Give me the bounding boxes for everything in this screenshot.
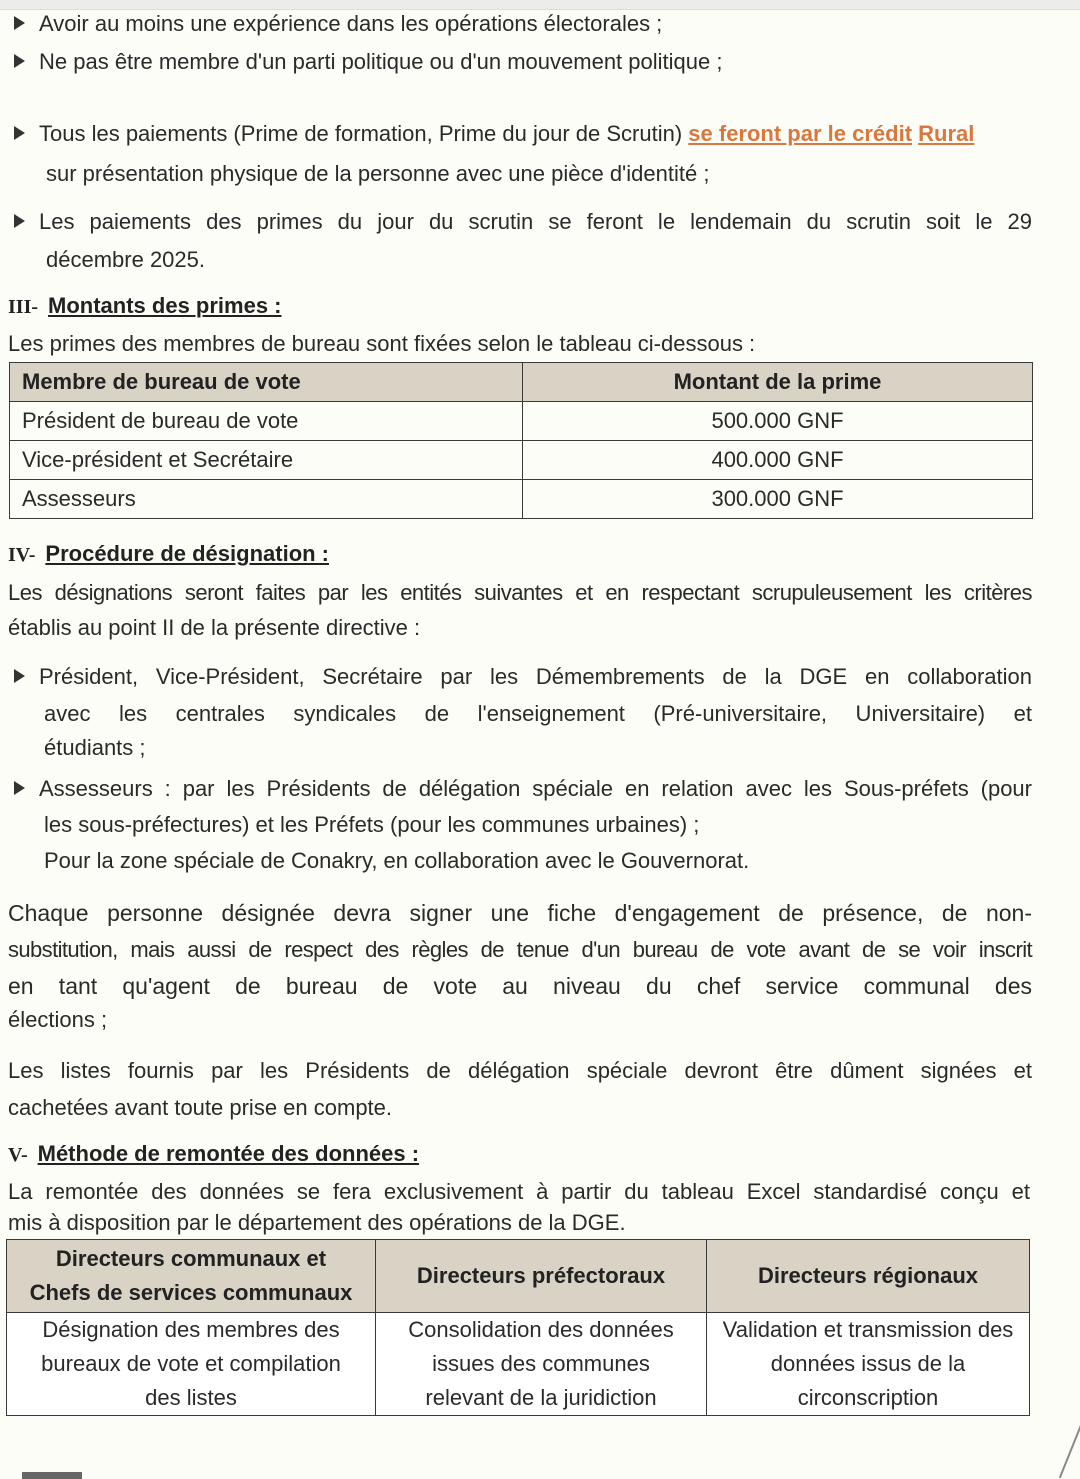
table-header-row [7,1240,1030,1313]
table-row: Assesseurs 300.000 GNF [10,480,1033,519]
bullet-no-party: Ne pas être membre d'un parti politique ou d'un mouvement politique ; [14,48,722,76]
section-5-heading: V- Méthode de remontée des données : [8,1141,420,1166]
bullet-presidents: Président, Vice-Président, Secrétaire par les Démembrements de la DGE en collaboration [14,663,1032,691]
bullet-presidents-line2: avec les centrales syndicales de l'enseignement (Pré-universitaire, Universitaire) et [44,701,1032,726]
arrow-bullet-icon [14,126,25,140]
bullet-experience: Avoir au moins une expérience dans les opérations électorales ; [14,10,662,38]
payment-date-line2: décembre 2025. [46,247,205,272]
header-prefectoraux: Directeurs préfectoraux [376,1240,707,1313]
table-row: Vice-président et Secrétaire 400.000 GNF [10,441,1033,480]
pen-mark [1059,1422,1080,1478]
footer-mark [22,1472,82,1479]
payments-line2: sur présentation physique de la personne avec une pièce d'identité ; [46,161,710,186]
section-5-intro-2: mis à disposition par le département des opérations de la DGE. [8,1210,626,1235]
engagement-para-line3: en tant qu'agent de bureau de vote au niveau du chef service communal des [8,973,1032,999]
header-member: Membre de bureau de vote [10,363,523,402]
arrow-bullet-icon [14,16,25,30]
primes-table [9,362,1033,519]
engagement-para-line2: substitution, mais aussi de respect des règles de tenue d'un bureau de vote avant de se voir inscrit [8,937,1032,962]
table-row: Président de bureau de vote 500.000 GNF [10,402,1033,441]
section-4-intro-2: établis au point II de la présente directive : [8,615,421,640]
bullet-assesseurs-line2: les sous-préfectures) et les Préfets (pour les communes urbaines) ; [44,812,700,837]
bullet-presidents-line3: étudiants ; [44,735,146,760]
arrow-bullet-icon [14,781,25,795]
header-regionaux: Directeurs régionaux [707,1240,1030,1313]
reporting-table [6,1239,1030,1416]
engagement-para-line1: Chaque personne désignée devra signer une fiche d'engagement de présence, de non- [8,900,1032,926]
credit-rural-highlight: se feront par le crédit [688,121,913,146]
cell-prefectoraux: Consolidation des données issues des communes relevant de la juridiction [376,1313,707,1416]
section-3-heading: III- Montants des primes : [8,293,282,318]
header-amount: Montant de la prime [523,363,1033,402]
cell-communaux: Désignation des membres des bureaux de vote et compilation des listes [7,1313,376,1416]
table-header-row [10,363,1033,402]
lists-para-line2: cachetées avant toute prise en compte. [8,1095,393,1120]
arrow-bullet-icon [14,669,25,683]
bullet-assesseurs: Assesseurs : par les Présidents de délégation spéciale en relation avec les Sous-préfets (pour [14,775,1032,803]
viewer-top-bar [0,0,1080,10]
section-4-intro-1: Les désignations seront faites par les entités suivantes et en respectant scrupuleusement les critères [8,580,1032,605]
bullet-payment-date: Les paiements des primes du jour du scrutin se feront le lendemain du scrutin soit le 29 [14,208,1032,236]
bullet-assesseurs-line3: Pour la zone spéciale de Conakry, en collaboration avec le Gouvernorat. [44,848,750,873]
engagement-para-line4: élections ; [8,1007,108,1032]
section-3-intro: Les primes des membres de bureau sont fixées selon le tableau ci-dessous : [8,331,756,356]
header-communaux: Directeurs communaux et Chefs de services communaux [7,1240,376,1313]
cell-regionaux: Validation et transmission des données issus de la circonscription [707,1313,1030,1416]
section-5-intro-1: La remontée des données se fera exclusivement à partir du tableau Excel standardisé conçu et [8,1179,1030,1204]
section-4-heading: IV- Procédure de désignation : [8,541,330,566]
table-row [7,1313,1030,1416]
arrow-bullet-icon [14,214,25,228]
lists-para-line1: Les listes fournis par les Présidents de délégation spéciale devront être dûment signées et [8,1058,1032,1083]
rural-highlight: Rural [918,121,975,146]
bullet-payments: Tous les paiements (Prime de formation, Prime du jour de Scrutin) se feront par le crédit Rural [14,120,974,148]
arrow-bullet-icon [14,54,25,68]
